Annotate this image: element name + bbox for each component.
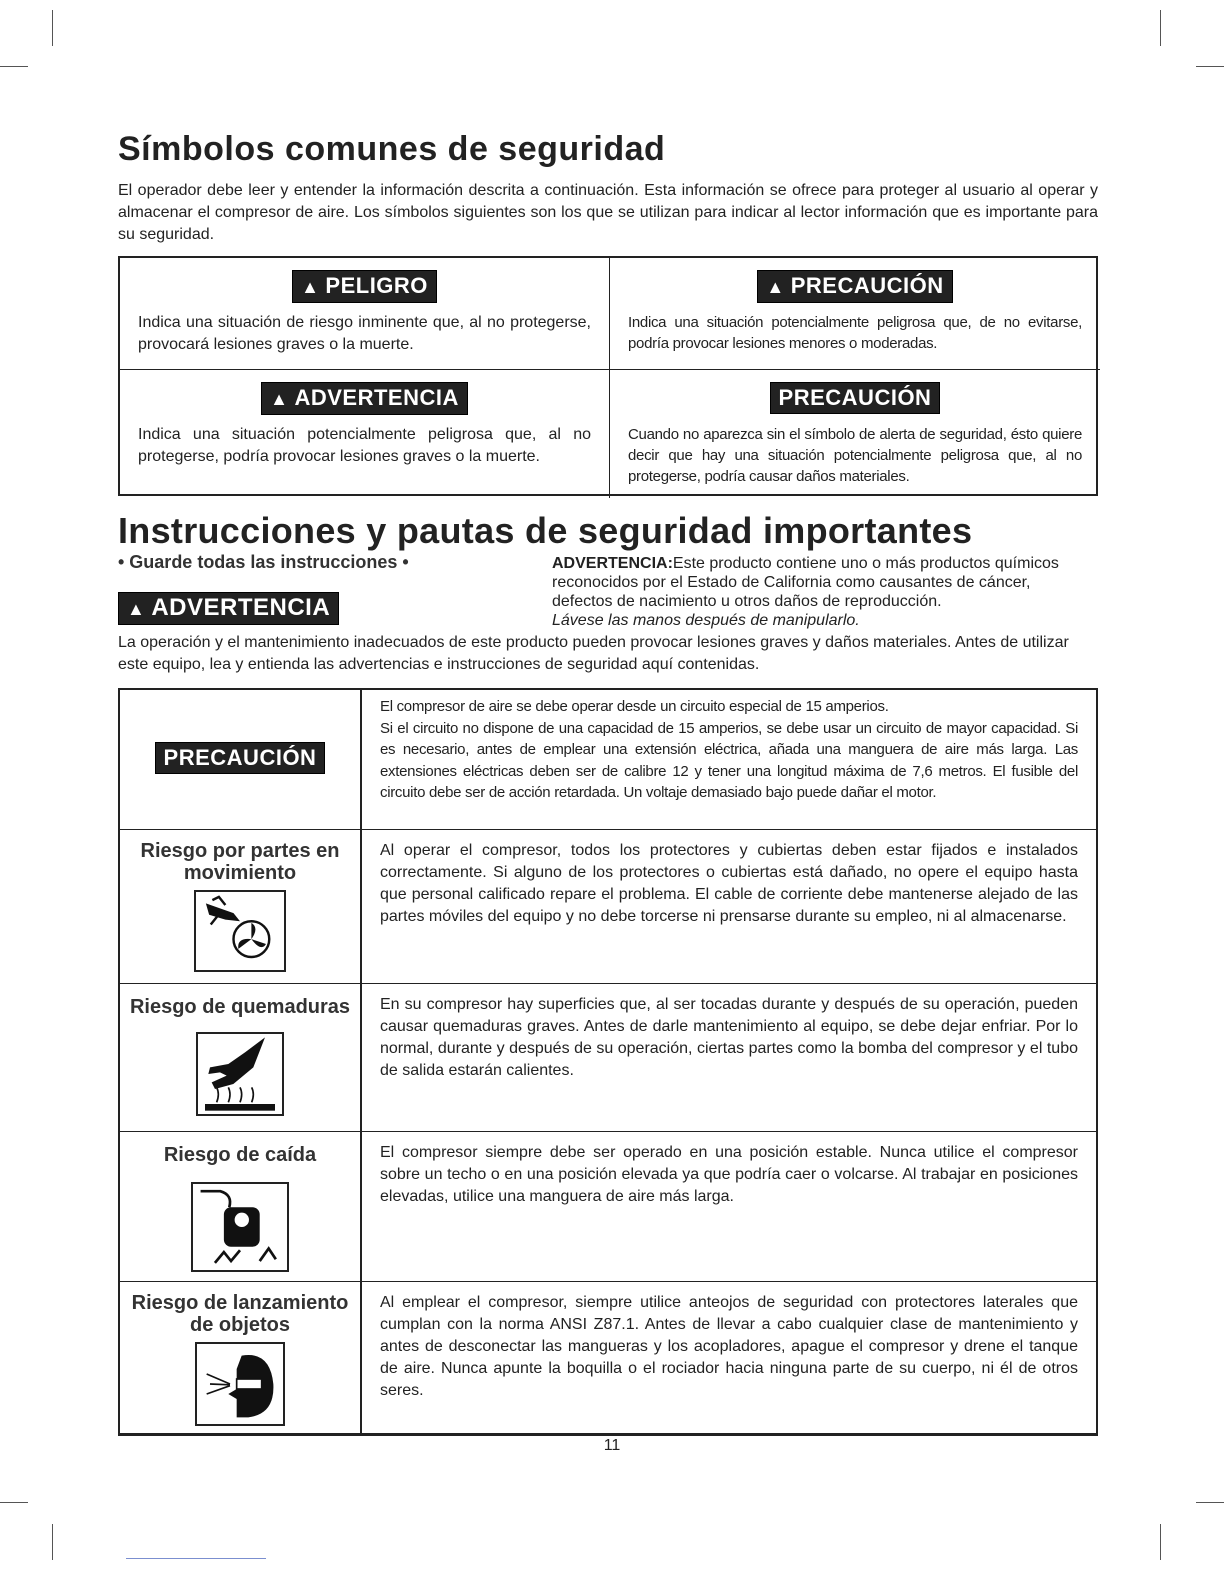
risk-description: El compresor siempre debe ser operado en una posición estable. Nunca utilice el compresor sobre un techo o en una posición elevada ya que podría caer o volcarse. Al trabajar en posiciones elevadas, utilice una manguera de aire más larga. [380,1144,1078,1205]
risk-label-cell [120,830,362,983]
symbol-cell-peligro [120,258,610,370]
crop-mark [1196,66,1224,67]
risk-label-cell [120,984,362,1131]
risk-description: Al operar el compresor, todos los protectores y cubiertas deben estar fijados e instalados correctamente. Si alguno de los protectores o cubiertas está dañado, no opere el equipo hasta que personal calificado repare el problema. El cable de corriente debe mantenerse alejado de las partes móviles del equipo y no debe torcerse ni prensarse durante su empleo, ni al almacenarse. [380,842,1078,925]
symbol-cell-precaucion [610,370,1100,498]
symbol-description: Indica una situación potencialmente peligrosa que, de no evitarse, podría provocar lesiones menores o moderadas. [628,314,1082,352]
risk-label-cell [120,1132,362,1281]
risk-title: Riesgo por partes en movimiento [140,840,340,884]
risk-description: El compresor de aire se debe operar desde un circuito especial de 15 amperios. Si el circuito no dispone de una capacidad de 15 amperios, se debe usar un circuito de mayor capacidad. Si es necesario, antes de emplear una extensión eléctrica, añada una manguera de aire más larga. Las extensiones eléctricas deben ser de calibre 12 y tener una longitud máxima de 7,6 metros. El fusible del circuito debe ser de acción retardada. Un voltaje demasiado bajo puede dañar el motor. [380,698,1078,801]
symbol-cell-advertencia [120,370,610,498]
intro-paragraph: El operador debe leer y entender la información descrita a continuación. Esta información se ofrece para proteger al usuario al operar y almacenar el compresor de aire. Los símbolos siguientes son los que se utilizan para indicar al lector información que es importante para su seguridad. [118,182,1098,243]
risk-description: Al emplear el compresor, siempre utilice anteojos de seguridad con protectores laterales que cumplan con la norma ANSI Z87.1. Antes de llevar a cabo cualquier clase de mantenimiento y antes de desconectar las mangueras y los acopladores, apague el compresor y drene el tanque de aire. Nunca apunte la boquilla o el rociador hacia ninguna parte de su cuerpo, ni él de otros seres. [380,1294,1078,1399]
risk-description: En su compresor hay superficies que, al ser tocadas durante y después de su operación, pueden causar quemaduras graves. Antes de darle mantenimiento al equipo, se debe dejar enfriar. Por lo normal, durante y después de su operación, ciertas partes como la bomba del compresor y el tubo de salida estarán calientes. [380,996,1078,1079]
section-title-safety-symbols: Símbolos comunes de seguridad [118,130,666,168]
warning-triangle-icon: ▲ [127,599,146,619]
section-title-safety-instructions: Instrucciones y pautas de seguridad importantes [118,510,973,551]
risk-row-burns [120,984,1096,1132]
symbol-cell-precaucion-alert [610,258,1100,370]
crop-mark [1196,1502,1224,1503]
risk-title: Riesgo de quemaduras [129,996,351,1018]
burn-hazard-icon [196,1032,284,1116]
precaucion-badge: PRECAUCIÓN [155,742,326,774]
operation-warning-text: La operación y el mantenimiento inadecuados de este producto pueden provocar lesiones graves y daños materiales. Antes de utilizar este equipo, lea y entienda las advertencias e instrucciones de seguridad aquí contenidas. [118,634,1069,673]
risk-label-cell [120,690,362,829]
warning-triangle-icon: ▲ [766,277,785,297]
keep-instructions-note: • Guarde todas las instrucciones • [118,552,409,572]
risk-row-moving-parts [120,830,1096,984]
footer-line [126,1558,266,1559]
risk-row-flying-objects [120,1282,1096,1434]
page-number: 11 [603,1437,621,1454]
warning-triangle-icon: ▲ [301,277,320,297]
peligro-badge: ▲ PELIGRO [292,270,437,303]
crop-mark [52,1524,53,1560]
precaucion-badge: ▲ PRECAUCIÓN [757,270,952,303]
crop-mark [1160,1524,1161,1560]
crop-mark [1160,10,1161,46]
risk-table [118,688,1098,1436]
symbol-description: Cuando no aparezca sin el símbolo de alerta de seguridad, ésto quiere decir que hay una situación potencialmente peligrosa que, al no protegerse, podría causar daños materiales. [628,426,1082,485]
symbol-description: Indica una situación potencialmente peligrosa que, al no protegerse, podría provocar lesiones graves o la muerte. [138,426,591,465]
crop-mark [0,1502,28,1503]
fall-hazard-icon [191,1182,289,1272]
warning-triangle-icon: ▲ [270,389,289,409]
crop-mark [52,10,53,46]
risk-row-circuit [120,690,1096,830]
flying-objects-icon [195,1342,285,1426]
risk-title: Riesgo de lanzamiento de objetos [131,1292,349,1336]
moving-parts-icon [194,890,286,972]
safety-symbols-table [118,256,1098,496]
advertencia-badge: ▲ ADVERTENCIA [261,382,468,415]
prop65-warning: ADVERTENCIA:Este producto contiene uno o más productos químicos reconocidos por el Estado de California como causantes de cáncer, defectos de nacimiento u otros daños de reproducción. Lávese las manos después de manipularlo. [552,555,1059,629]
risk-label-cell [120,1282,362,1433]
risk-row-fall [120,1132,1096,1282]
precaucion-badge: PRECAUCIÓN [770,382,941,414]
risk-title: Riesgo de caída [163,1144,317,1166]
advertencia-badge: ▲ ADVERTENCIA [118,592,339,625]
symbol-description: Indica una situación de riesgo inminente que, al no protegerse, provocará lesiones graves o la muerte. [138,314,591,353]
crop-mark [0,66,28,67]
